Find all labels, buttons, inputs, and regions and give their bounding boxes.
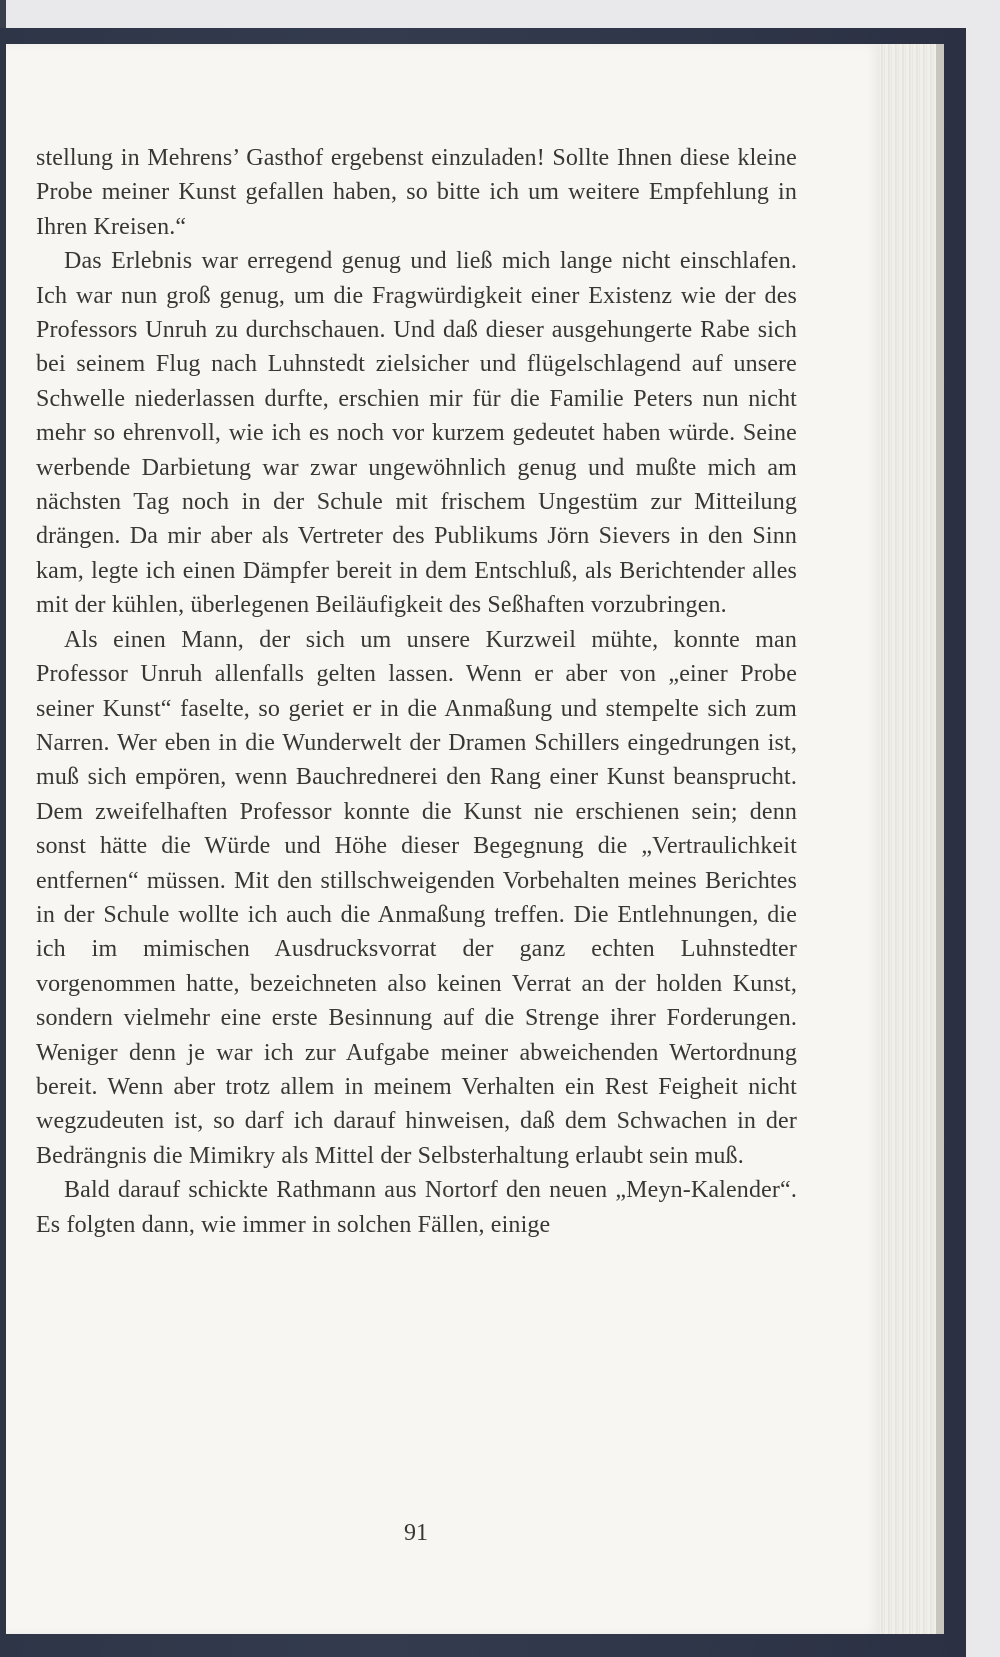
paragraph: Das Erlebnis war erregend genug und ließ mich lange nicht einschlafen. Ich war nun groß genug, um die Fragwürdigkeit einer Existenz wie der des Professors Unruh zu durchschauen. Und daß dieser ausgehungerte Rabe sich bei seinem Flug nach Luhnstedt zielsicher und flügelschlagend auf unsere Schwelle niederlassen durfte, erschien mir für die Familie Peters nun nicht mehr so ehrenvoll, wie ich es noch vor kurzem gedeutet haben würde. Seine werbende Darbietung war zwar ungewöhnlich genug und mußte mich am nächsten Tag noch in der Schule mit frischem Ungestüm zur Mitteilung drängen. Da mir aber als Vertreter des Publikums Jörn Sievers in den Sinn kam, legte ich einen Dämpfer bereit in dem Entschluß, als Berichtender alles mit der kühlen, überlegenen Beiläufigkeit des Seßhaften vorzubringen. [36,248,797,619]
paragraph: Als einen Mann, der sich um unsere Kurzweil mühte, konnte man Professor Unruh allenfalls gelten lassen. Wenn er aber von „einer Probe seiner Kunst“ faselte, so geriet er in die Anmaßung und stempelte sich zum Narren. Wer eben in die Wunderwelt der Dramen Schillers eingedrungen ist, muß sich empören, wenn Bauchrednerei den Rang einer Kunst beansprucht. Dem zweifelhaften Professor konnte die Kunst nie erschienen sein; denn sonst hätte die Würde und Höhe dieser Begegnung die „Vertraulichkeit entfernen“ müssen. Mit den stillschweigenden Vorbehalten meines Berichtes in der Schule wollte ich auch die Anmaßung treffen. Die Entlehnungen, die ich im mimischen Ausdrucksvorrat der ganz echten Luhnstedter vorgenommen hatte, bezeichneten also keinen Verrat an der holden Kunst, sondern vielmehr eine erste Besinnung auf die Strenge ihrer Forderungen. Weniger denn je war ich zur Aufgabe meiner abweichenden Wertordnung bereit. Wenn aber trotz allem in meinem Verhalten ein Rest Feigheit nicht wegzudeuten ist, so darf ich darauf hinweisen, daß dem Schwachen in der Bedrängnis die Mimikry als Mittel der Selbsterhaltung erlaubt sein muß. [36,626,797,1169]
page-stack-shadow [936,44,944,1634]
paragraph: Bald darauf schickte Rathmann aus Nortorf den neuen „Meyn-Kalender“. Es folgten dann, wie immer in solchen Fällen, einige [36,1177,797,1238]
body-text [36,141,797,1242]
paragraph-continuation: stellung in Mehrens’ Gasthof ergebenst einzuladen! Sollte Ihnen diese kleine Probe meiner Kunst gefallen haben, so bitte ich um weitere Empfehlung in Ihren Kreisen.“ [36,145,797,240]
page-number: 91 [404,1520,428,1546]
book-page [6,44,880,1634]
page-stack-edges [878,44,940,1634]
